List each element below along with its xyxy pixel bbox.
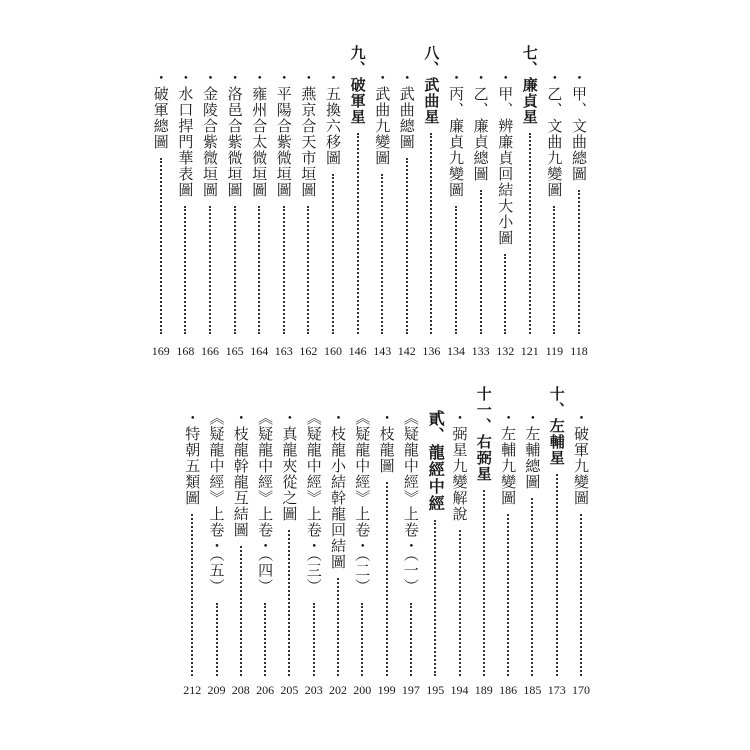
toc-entry-item [174,70,196,334]
toc-entry-item [150,70,172,334]
toc-entry-title: ・弼星九變解說 [450,410,469,522]
toc-page-number: 205 [280,683,299,697]
toc-entry-title: ・枝龍圖 [377,410,396,474]
dot-leader [337,578,339,676]
toc-entry-title: ・水口捍門華表圖 [176,70,195,198]
toc-page-number: 203 [304,683,323,697]
toc-entry-title: ・武曲九變圖 [373,70,392,166]
toc-entry-item [254,410,276,676]
dot-leader [283,206,285,334]
toc-entry-title: 七、廉貞星 [520,45,539,125]
dot-leader [483,490,485,676]
toc-page-number: 165 [225,344,244,358]
toc-page-number: 133 [471,344,490,358]
toc-page-number: 169 [151,344,170,358]
toc-entry-title: 《疑龍中經》上卷・（一） [401,410,420,595]
dot-leader [504,254,506,334]
toc-entry-title: ・燕京合天市垣圖 [299,70,318,198]
toc-entry-title: 九、破軍星 [348,45,367,125]
toc-entry-heading [546,386,568,676]
toc-entry-title: ・左輔九變圖 [499,410,518,506]
toc-page-number: 121 [520,344,539,358]
toc-page-number: 143 [373,344,392,358]
toc-page-number: 185 [523,683,542,697]
toc-entry-item [470,70,492,334]
dot-leader [578,190,580,334]
toc-entry-item [521,410,543,676]
toc-entry-item [494,70,516,334]
toc-entry-item [570,410,592,676]
toc-entry-item [327,410,349,676]
toc-page-number: 202 [329,683,347,697]
toc-entry-title: ・五換六移圖 [324,70,342,166]
toc-entry-title: ・金陵合紫微垣圖 [201,70,219,198]
dot-leader [216,603,218,677]
dot-leader [288,530,290,676]
toc-entry-title: ・平陽合紫微垣圖 [274,70,293,198]
toc-entry-item [206,410,228,676]
toc-page-number: 162 [299,344,318,358]
toc-page-number: 200 [353,683,372,697]
toc-entry-item [543,70,565,334]
dot-leader [556,474,558,676]
toc-entry-title: 《疑龍中經》上卷・（三） [304,410,323,595]
toc-entry-heading [420,45,442,334]
toc-entry-item [449,410,471,676]
dot-leader [459,530,461,676]
toc-entry-item [230,410,252,676]
toc-entry-title: ・破軍九變圖 [572,410,590,506]
toc-entry-title: ・乙、廉貞總圖 [471,70,490,182]
toc-page-number: 206 [256,683,275,697]
toc-entry-part [424,410,446,676]
toc-entry-heading [473,386,495,676]
toc-entry-title: ・枝龍小結幹龍回結圖 [329,410,347,570]
toc-page-number: 186 [499,683,518,697]
toc-page-number: 132 [496,344,515,358]
toc-entry-item [322,70,344,334]
toc-page-number: 208 [231,683,250,697]
toc-page-number: 170 [572,683,590,697]
dot-leader [357,133,359,334]
toc-entry-item [400,410,422,676]
dot-leader [191,514,193,676]
toc-page-number: 166 [201,344,219,358]
dot-leader [264,603,266,677]
toc-entry-title: 貳、龍經中經 [426,410,446,512]
toc-entry-heading [519,45,541,334]
dot-leader [430,133,432,334]
dot-leader [455,206,457,334]
toc-entry-item [303,410,325,676]
dot-leader [480,190,482,334]
toc-page-number: 199 [377,683,396,697]
toc-page-number: 189 [474,683,493,697]
dot-leader [507,514,509,676]
toc-entry-title: ・左輔總圖 [523,410,542,490]
toc-entry-title: 八、武曲星 [422,45,441,125]
toc-entry-title: ・特朝五類圖 [183,410,202,506]
toc-page-number: 195 [426,683,445,697]
dot-leader [529,133,531,334]
toc-entry-item [181,410,203,676]
toc-entry-title: ・甲、文曲總圖 [570,70,588,182]
toc-entry-title: 《疑龍中經》上卷・（五） [207,410,226,595]
toc-page-number: 173 [547,683,566,697]
toc-page-number: 160 [324,344,342,358]
dot-leader [531,498,533,676]
toc-entry-item [376,410,398,676]
toc-entry-item [351,410,373,676]
toc-entry-title: ・乙、文曲九變圖 [545,70,564,198]
toc-page-number: 163 [274,344,293,358]
dot-leader [361,603,363,677]
toc-page-number: 146 [348,344,367,358]
toc-entry-item [497,410,519,676]
dot-leader [386,482,388,676]
toc-page-number: 194 [450,683,469,697]
toc-entry-item [199,70,221,334]
toc-entry-title: ・破軍總圖 [151,70,170,150]
dot-leader [307,206,309,334]
toc-entry-title: ・武曲總圖 [397,70,416,150]
toc-page-number: 209 [207,683,226,697]
dot-leader [234,206,236,334]
toc-page-number: 136 [422,344,441,358]
dot-leader [184,206,186,334]
toc-page-number: 168 [176,344,195,358]
toc-entry-item [248,70,270,334]
dot-leader [160,158,162,334]
toc-entry-title: 十一、右弼星 [474,386,493,482]
dot-leader [240,546,242,676]
toc-entry-title: 《疑龍中經》上卷・（二） [353,410,372,595]
toc-entry-item [278,410,300,676]
dot-leader [258,206,260,334]
dot-leader [553,206,555,334]
dot-leader [313,603,315,677]
dot-leader [580,514,582,676]
toc-entry-title: ・真龍夾從之圖 [280,410,299,522]
toc-entry-item [297,70,319,334]
toc-entry-heading [347,45,369,334]
toc-page-number: 142 [397,344,416,358]
dot-leader [209,206,211,334]
toc-entry-item [224,70,246,334]
toc-entry-title: ・丙、廉貞九變圖 [447,70,465,198]
toc-entry-item [273,70,295,334]
toc-page-number: 212 [183,683,202,697]
toc-page-number: 197 [401,683,420,697]
dot-leader [332,174,334,334]
toc-page-number: 164 [250,344,269,358]
toc-entry-title: ・枝龍幹龍互結圖 [231,410,250,538]
toc-page-number: 134 [447,344,465,358]
toc-entry-item [568,70,590,334]
dot-leader [410,603,412,677]
dot-leader [406,158,408,334]
toc-entry-title: ・甲、辨廉貞回結大小圖 [496,70,515,246]
toc-entry-item [445,70,467,334]
dot-leader [434,520,436,676]
toc-entry-item [396,70,418,334]
toc-entry-title: ・雍州合太微垣圖 [250,70,269,198]
toc-page-number: 119 [545,344,564,358]
toc-entry-title: ・洛邑合紫微垣圖 [225,70,244,198]
dot-leader [381,174,383,334]
toc-entry-item [371,70,393,334]
toc-entry-title: 十、左輔星 [547,386,566,466]
toc-page-number: 118 [570,344,588,358]
toc-entry-title: 《疑龍中經》上卷・（四） [256,410,275,595]
